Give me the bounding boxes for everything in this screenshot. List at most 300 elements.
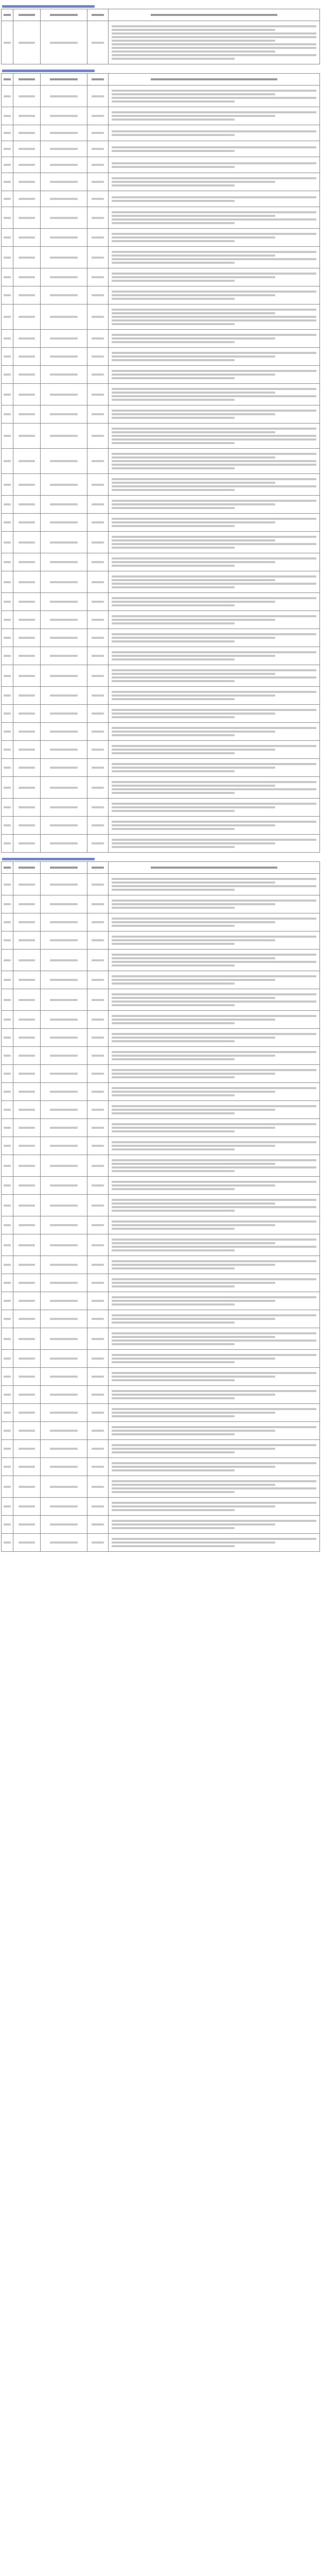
row-number-cell xyxy=(2,611,13,629)
text-placeholder xyxy=(4,1394,10,1396)
text-line-placeholder xyxy=(112,323,235,325)
position-cell xyxy=(41,1274,87,1292)
text-placeholder xyxy=(19,767,34,769)
text-placeholder xyxy=(50,1127,78,1129)
headcount-cell xyxy=(87,247,109,268)
text-line-placeholder xyxy=(112,54,316,56)
text-line-placeholder xyxy=(112,58,235,60)
text-placeholder xyxy=(92,95,104,97)
text-line-placeholder xyxy=(112,1502,316,1504)
header-text-placeholder xyxy=(151,14,277,16)
text-placeholder xyxy=(50,42,78,44)
text-placeholder xyxy=(19,581,34,583)
text-line-placeholder xyxy=(112,1267,235,1269)
text-placeholder xyxy=(92,1184,104,1187)
text-line-placeholder xyxy=(112,90,316,92)
position-cell xyxy=(41,141,87,157)
text-placeholder xyxy=(50,413,78,415)
headcount-cell xyxy=(87,1195,109,1216)
text-line-placeholder xyxy=(112,1148,235,1150)
headcount-cell xyxy=(87,1292,109,1310)
table-header-cell xyxy=(41,9,87,21)
unit-cell xyxy=(13,1029,41,1047)
text-line-placeholder xyxy=(112,215,275,217)
unit-cell xyxy=(13,895,41,913)
text-placeholder xyxy=(50,1109,78,1111)
text-line-placeholder xyxy=(112,1491,235,1493)
requirements-cell xyxy=(109,449,320,474)
text-placeholder xyxy=(4,1523,10,1526)
requirements-cell xyxy=(109,268,320,286)
text-line-placeholder xyxy=(112,233,316,235)
text-placeholder xyxy=(4,675,10,677)
position-cell xyxy=(41,553,87,571)
headcount-cell xyxy=(87,268,109,286)
text-placeholder xyxy=(92,637,104,639)
unit-cell xyxy=(13,1422,41,1440)
table-row xyxy=(2,1274,320,1292)
text-placeholder xyxy=(4,484,10,486)
text-line-placeholder xyxy=(112,839,316,841)
text-line-placeholder xyxy=(112,1466,275,1468)
requirements-cell xyxy=(109,1350,320,1368)
text-line-placeholder xyxy=(112,964,235,967)
text-placeholder xyxy=(19,959,34,961)
text-line-placeholder xyxy=(112,680,235,682)
requirements-cell xyxy=(109,1195,320,1216)
text-placeholder xyxy=(92,675,104,677)
text-placeholder xyxy=(4,115,10,117)
text-placeholder xyxy=(92,1282,104,1284)
headcount-cell xyxy=(87,1422,109,1440)
text-placeholder xyxy=(19,1244,34,1246)
unit-cell xyxy=(13,125,41,141)
text-line-placeholder xyxy=(112,536,316,538)
text-line-placeholder xyxy=(112,1484,275,1486)
headcount-cell xyxy=(87,366,109,384)
text-placeholder xyxy=(4,257,10,259)
row-number-cell xyxy=(2,1310,13,1328)
text-line-placeholder xyxy=(112,438,316,440)
headcount-cell xyxy=(87,304,109,330)
text-placeholder xyxy=(4,337,10,340)
requirements-cell xyxy=(109,1083,320,1101)
header-text-placeholder xyxy=(92,14,104,16)
headcount-cell xyxy=(87,759,109,777)
text-placeholder xyxy=(4,979,10,981)
text-line-placeholder xyxy=(112,575,316,578)
row-number-cell xyxy=(2,1101,13,1119)
text-line-placeholder xyxy=(112,525,235,527)
headcount-cell xyxy=(87,514,109,532)
text-line-placeholder xyxy=(112,1130,235,1132)
text-placeholder xyxy=(92,1264,104,1266)
position-cell xyxy=(41,384,87,405)
text-line-placeholder xyxy=(112,1545,235,1547)
text-line-placeholder xyxy=(112,93,275,95)
requirements-cell xyxy=(109,1534,320,1552)
text-placeholder xyxy=(4,561,10,563)
text-placeholder xyxy=(50,1358,78,1360)
text-line-placeholder xyxy=(112,1397,235,1399)
table-header-cell xyxy=(2,862,13,874)
text-placeholder xyxy=(19,806,34,808)
text-placeholder xyxy=(92,257,104,259)
text-line-placeholder xyxy=(112,1336,275,1338)
unit-cell xyxy=(13,173,41,191)
text-line-placeholder xyxy=(112,166,235,168)
headcount-cell xyxy=(87,107,109,125)
text-line-placeholder xyxy=(112,428,316,430)
row-number-cell xyxy=(2,286,13,304)
table-row xyxy=(2,384,320,405)
text-line-placeholder xyxy=(112,633,316,635)
text-placeholder xyxy=(4,806,10,808)
unit-cell xyxy=(13,1177,41,1195)
position-cell xyxy=(41,286,87,304)
text-placeholder xyxy=(19,1318,34,1320)
text-line-placeholder xyxy=(112,604,235,606)
text-line-placeholder xyxy=(112,370,316,372)
table-row xyxy=(2,1195,320,1216)
text-line-placeholder xyxy=(112,309,316,311)
row-number-cell xyxy=(2,759,13,777)
text-line-placeholder xyxy=(112,1415,235,1417)
text-line-placeholder xyxy=(112,97,316,99)
text-placeholder xyxy=(92,1205,104,1207)
text-placeholder xyxy=(92,1145,104,1147)
row-number-cell xyxy=(2,268,13,286)
unit-cell xyxy=(13,1350,41,1368)
text-placeholder xyxy=(4,1376,10,1378)
section-title-placeholder xyxy=(2,858,95,860)
text-line-placeholder xyxy=(112,262,235,264)
text-line-placeholder xyxy=(112,29,275,31)
text-placeholder xyxy=(4,1541,10,1544)
text-placeholder xyxy=(50,694,78,697)
headcount-cell xyxy=(87,629,109,647)
text-placeholder xyxy=(4,1358,10,1360)
table-row xyxy=(2,777,320,799)
text-line-placeholder xyxy=(112,1448,275,1450)
text-line-placeholder xyxy=(112,1376,275,1378)
text-placeholder xyxy=(4,1145,10,1147)
unit-cell xyxy=(13,384,41,405)
text-line-placeholder xyxy=(112,1199,316,1201)
text-line-placeholder xyxy=(112,294,275,296)
requirements-cell xyxy=(109,21,320,64)
section-1 xyxy=(1,1,320,64)
table-row xyxy=(2,1137,320,1155)
headcount-cell xyxy=(87,1119,109,1137)
table-header-cell xyxy=(87,9,109,21)
text-placeholder xyxy=(92,217,104,219)
unit-cell xyxy=(13,1498,41,1516)
recruitment-tables xyxy=(1,1,320,1552)
table-row xyxy=(2,759,320,777)
row-number-cell xyxy=(2,835,13,853)
text-line-placeholder xyxy=(112,100,235,103)
headcount-cell xyxy=(87,723,109,741)
position-cell xyxy=(41,514,87,532)
row-number-cell xyxy=(2,1404,13,1422)
requirements-cell xyxy=(109,835,320,853)
unit-cell xyxy=(13,1047,41,1065)
headcount-cell xyxy=(87,1328,109,1350)
text-line-placeholder xyxy=(112,846,235,848)
table-row xyxy=(2,931,320,950)
text-line-placeholder xyxy=(112,1379,235,1381)
text-placeholder xyxy=(4,1486,10,1488)
headcount-cell xyxy=(87,496,109,514)
requirements-cell xyxy=(109,330,320,348)
position-cell xyxy=(41,1065,87,1083)
table-row xyxy=(2,449,320,474)
requirements-cell xyxy=(109,1328,320,1350)
unit-cell xyxy=(13,1101,41,1119)
text-line-placeholder xyxy=(112,1105,316,1107)
text-placeholder xyxy=(19,655,34,657)
text-line-placeholder xyxy=(112,312,275,314)
text-placeholder xyxy=(92,374,104,376)
text-line-placeholder xyxy=(112,903,275,905)
text-placeholder xyxy=(19,1523,34,1526)
headcount-cell xyxy=(87,125,109,141)
text-line-placeholder xyxy=(112,1300,275,1302)
text-placeholder xyxy=(4,694,10,697)
text-line-placeholder xyxy=(112,767,275,769)
position-cell xyxy=(41,474,87,496)
text-line-placeholder xyxy=(112,395,316,397)
requirements-cell xyxy=(109,1065,320,1083)
requirements-cell xyxy=(109,173,320,191)
text-placeholder xyxy=(92,601,104,603)
table-row xyxy=(2,125,320,141)
row-number-cell xyxy=(2,950,13,971)
unit-cell xyxy=(13,971,41,989)
row-number-cell xyxy=(2,157,13,173)
text-placeholder xyxy=(19,198,34,200)
text-placeholder xyxy=(50,884,78,886)
requirements-cell xyxy=(109,1458,320,1476)
text-line-placeholder xyxy=(112,709,316,711)
text-placeholder xyxy=(4,435,10,437)
text-placeholder xyxy=(19,675,34,677)
text-line-placeholder xyxy=(112,543,316,545)
text-line-placeholder xyxy=(112,337,275,340)
row-number-cell xyxy=(2,913,13,931)
requirements-cell xyxy=(109,1292,320,1310)
unit-cell xyxy=(13,247,41,268)
text-placeholder xyxy=(19,374,34,376)
text-line-placeholder xyxy=(112,597,316,599)
headcount-cell xyxy=(87,931,109,950)
position-cell xyxy=(41,835,87,853)
text-line-placeholder xyxy=(112,1433,235,1435)
row-number-cell xyxy=(2,173,13,191)
table-row xyxy=(2,553,320,571)
text-placeholder xyxy=(92,713,104,715)
text-placeholder xyxy=(4,601,10,603)
row-number-cell xyxy=(2,1029,13,1047)
table-row xyxy=(2,366,320,384)
text-line-placeholder xyxy=(112,258,316,260)
position-cell xyxy=(41,895,87,913)
text-line-placeholder xyxy=(112,291,316,293)
position-cell xyxy=(41,449,87,474)
position-cell xyxy=(41,741,87,759)
requirements-cell xyxy=(109,895,320,913)
text-line-placeholder xyxy=(112,177,316,179)
table-header-cell xyxy=(109,9,320,21)
text-placeholder xyxy=(92,1523,104,1526)
text-line-placeholder xyxy=(112,255,275,257)
text-line-placeholder xyxy=(112,1239,316,1241)
text-line-placeholder xyxy=(112,1278,316,1280)
row-number-cell xyxy=(2,496,13,514)
text-line-placeholder xyxy=(112,1285,235,1287)
table-row xyxy=(2,835,320,853)
table-row xyxy=(2,665,320,687)
text-line-placeholder xyxy=(112,1224,275,1226)
text-placeholder xyxy=(4,1448,10,1450)
headcount-cell xyxy=(87,553,109,571)
text-placeholder xyxy=(92,148,104,150)
row-number-cell xyxy=(2,366,13,384)
position-cell xyxy=(41,1177,87,1195)
text-placeholder xyxy=(50,1318,78,1320)
text-placeholder xyxy=(4,521,10,523)
text-line-placeholder xyxy=(112,240,235,242)
unit-cell xyxy=(13,268,41,286)
row-number-cell xyxy=(2,384,13,405)
text-placeholder xyxy=(92,115,104,117)
headcount-cell xyxy=(87,449,109,474)
text-line-placeholder xyxy=(112,118,235,121)
text-line-placeholder xyxy=(112,134,235,136)
row-number-cell xyxy=(2,191,13,207)
requirements-cell xyxy=(109,777,320,799)
text-line-placeholder xyxy=(112,763,316,765)
requirements-cell xyxy=(109,989,320,1011)
text-line-placeholder xyxy=(112,651,316,653)
position-cell xyxy=(41,705,87,723)
position-cell xyxy=(41,723,87,741)
requirements-cell xyxy=(109,366,320,384)
text-line-placeholder xyxy=(112,1228,235,1230)
text-line-placeholder xyxy=(112,1109,275,1111)
text-line-placeholder xyxy=(112,211,316,213)
position-cell xyxy=(41,1386,87,1404)
text-placeholder xyxy=(50,581,78,583)
text-placeholder xyxy=(50,294,78,296)
table-row xyxy=(2,268,320,286)
text-placeholder xyxy=(92,655,104,657)
text-placeholder xyxy=(4,1127,10,1129)
requirements-cell xyxy=(109,1234,320,1256)
headcount-cell xyxy=(87,1029,109,1047)
row-number-cell xyxy=(2,1274,13,1292)
table-row xyxy=(2,1516,320,1534)
headcount-cell xyxy=(87,817,109,835)
text-line-placeholder xyxy=(112,1170,235,1172)
text-line-placeholder xyxy=(112,1141,316,1143)
table-row xyxy=(2,1422,320,1440)
headcount-cell xyxy=(87,1274,109,1292)
table-row xyxy=(2,532,320,553)
headcount-cell xyxy=(87,1404,109,1422)
requirements-cell xyxy=(109,611,320,629)
text-line-placeholder xyxy=(112,1051,316,1053)
position-cell xyxy=(41,874,87,895)
text-line-placeholder xyxy=(112,658,235,660)
text-placeholder xyxy=(50,979,78,981)
unit-cell xyxy=(13,191,41,207)
text-line-placeholder xyxy=(112,803,316,805)
text-line-placeholder xyxy=(112,1058,235,1060)
section-title-placeholder xyxy=(2,70,95,72)
section-title xyxy=(1,1,320,9)
text-line-placeholder xyxy=(112,716,235,718)
text-line-placeholder xyxy=(112,1390,316,1392)
text-line-placeholder xyxy=(112,586,235,588)
text-line-placeholder xyxy=(112,115,275,117)
text-line-placeholder xyxy=(112,1159,316,1161)
unit-cell xyxy=(13,593,41,611)
text-line-placeholder xyxy=(112,184,235,187)
text-placeholder xyxy=(92,1318,104,1320)
table-header-row xyxy=(2,862,320,874)
text-placeholder xyxy=(50,1376,78,1378)
table-row xyxy=(2,571,320,593)
text-placeholder xyxy=(50,1037,78,1039)
text-line-placeholder xyxy=(112,1444,316,1446)
row-number-cell xyxy=(2,107,13,125)
text-placeholder xyxy=(50,1448,78,1450)
headcount-cell xyxy=(87,1516,109,1534)
requirements-cell xyxy=(109,1310,320,1328)
row-number-cell xyxy=(2,474,13,496)
text-placeholder xyxy=(50,713,78,715)
text-placeholder xyxy=(50,1184,78,1187)
text-line-placeholder xyxy=(112,1541,275,1544)
requirements-cell xyxy=(109,1274,320,1292)
text-placeholder xyxy=(92,1127,104,1129)
headcount-cell xyxy=(87,1083,109,1101)
requirements-cell xyxy=(109,1422,320,1440)
text-line-placeholder xyxy=(112,1480,316,1482)
text-line-placeholder xyxy=(112,885,316,887)
row-number-cell xyxy=(2,86,13,107)
row-number-cell xyxy=(2,1350,13,1368)
headcount-cell xyxy=(87,384,109,405)
unit-cell xyxy=(13,1083,41,1101)
requirements-cell xyxy=(109,1011,320,1029)
unit-cell xyxy=(13,1516,41,1534)
text-placeholder xyxy=(50,1523,78,1526)
text-line-placeholder xyxy=(112,1022,235,1024)
text-placeholder xyxy=(50,1541,78,1544)
text-placeholder xyxy=(50,1300,78,1302)
row-number-cell xyxy=(2,629,13,647)
table-row xyxy=(2,86,320,107)
text-placeholder xyxy=(4,503,10,505)
row-number-cell xyxy=(2,1177,13,1195)
headcount-cell xyxy=(87,1440,109,1458)
text-placeholder xyxy=(50,521,78,523)
text-line-placeholder xyxy=(112,961,316,963)
table-row xyxy=(2,1047,320,1065)
